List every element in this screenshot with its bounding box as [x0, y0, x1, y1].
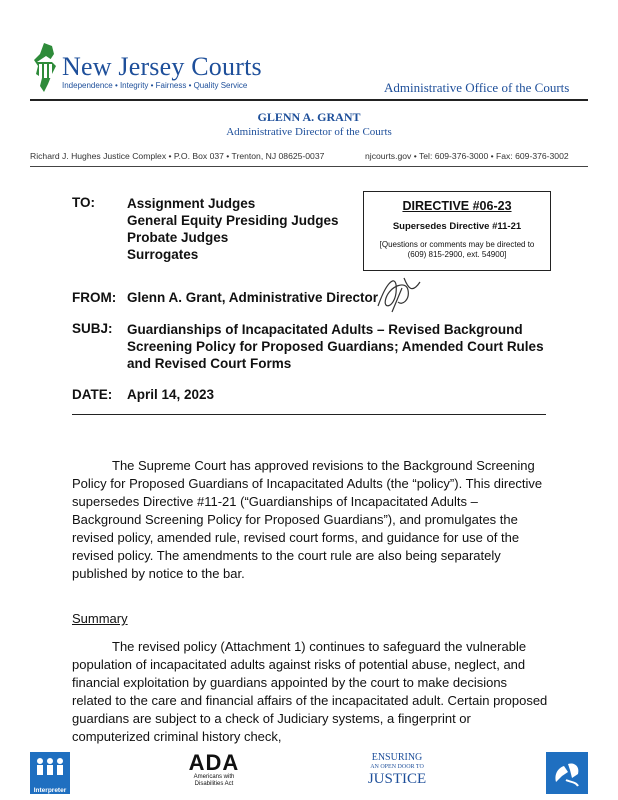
contact-line: njcourts.gov • Tel: 609-376-3000 • Fax: 609-376-3002 — [365, 151, 569, 161]
sign-language-hands-icon — [546, 752, 588, 794]
director-title: Administrative Director of the Courts — [226, 126, 392, 138]
ensuring-line-2: AN OPEN DOOR TO — [370, 764, 424, 770]
nj-map-logo-icon — [30, 40, 64, 96]
recipient-line: Assignment Judges — [127, 196, 256, 211]
subj-value: Guardianships of Incapacitated Adults – Revised Background Screening Policy for Proposed Guardians; Amended Court Rules and Revised Court Forms — [127, 322, 544, 371]
office-name: Administrative Office of the Courts — [384, 80, 570, 95]
from-label: FROM: — [72, 290, 117, 305]
ada-mark: ADA — [188, 750, 240, 775]
summary-heading: Summary — [72, 611, 128, 626]
interpreter-label: Interpreter — [33, 787, 67, 794]
address-line: Richard J. Hughes Justice Complex • P.O. Box 037 • Trenton, NJ 08625-0037 — [30, 151, 325, 161]
questions-note: [Questions or comments may be directed to (609) 815-2900, ext. 54900] — [379, 240, 535, 259]
ada-line-1: Americans with — [193, 774, 235, 780]
handwritten-signature-icon — [368, 268, 428, 318]
ada-logo — [182, 752, 246, 788]
subj-label: SUBJ: — [72, 321, 113, 336]
ada-line-2: Disabilities Act — [194, 781, 234, 787]
to-label: TO: — [72, 195, 95, 210]
body-paragraph-1: The Supreme Court has approved revisions to the Background Screening Policy for Proposed Guardians of Incapacitated Adults (the “policy”). This directive supersedes Directive #11-21 (“Guardianships of Incapacitated Adults – Background Screening Policy for Proposed Guardians”), and promulgates the revised policy, amended rule, revised court forms, and guidance for use of the revised policy. The amendments to the court rule are also being separately published by notice to the bar. — [72, 458, 543, 581]
directive-number: DIRECTIVE #06-23 — [402, 199, 512, 213]
body-paragraph-2: The revised policy (Attachment 1) continues to safeguard the vulnerable population of incapacitated adults against risks of potential abuse, neglect, and financial exploitation by guardians appointed by the court to make decisions related to the care and financial affairs of the incapacitated adult. Certain proposed guardians are subject to a check of Judiciary systems, a fingerprint or computerized criminal history check, — [72, 639, 548, 744]
ensuring-justice-logo — [362, 752, 432, 787]
address-divider — [30, 166, 588, 167]
ensuring-line-3: JUSTICE — [367, 771, 427, 787]
nj-courts-logo — [30, 40, 64, 96]
interpreter-people-icon — [30, 752, 70, 782]
to-recipients — [127, 195, 339, 263]
recipient-line: General Equity Presiding Judges — [127, 213, 339, 228]
signature — [368, 268, 428, 323]
recipient-line: Probate Judges — [127, 230, 229, 245]
interpreter-logo — [30, 752, 70, 794]
brand-tagline: Independence • Integrity • Fairness • Quality Service — [62, 81, 248, 90]
date-value: April 14, 2023 — [127, 387, 215, 402]
director-name: GLENN A. GRANT — [257, 110, 361, 124]
date-label: DATE: — [72, 387, 113, 402]
supersedes-note: Supersedes Directive #11-21 — [392, 221, 522, 232]
memo-divider — [72, 414, 546, 415]
sign-language-logo — [546, 752, 588, 794]
brand-name: New Jersey Courts — [62, 52, 262, 81]
ensuring-line-1: ENSURING — [371, 752, 423, 763]
from-value: Glenn A. Grant, Administrative Director — [127, 290, 379, 305]
directive-box — [363, 191, 551, 271]
header-divider — [30, 99, 588, 101]
recipient-line: Surrogates — [127, 247, 199, 262]
